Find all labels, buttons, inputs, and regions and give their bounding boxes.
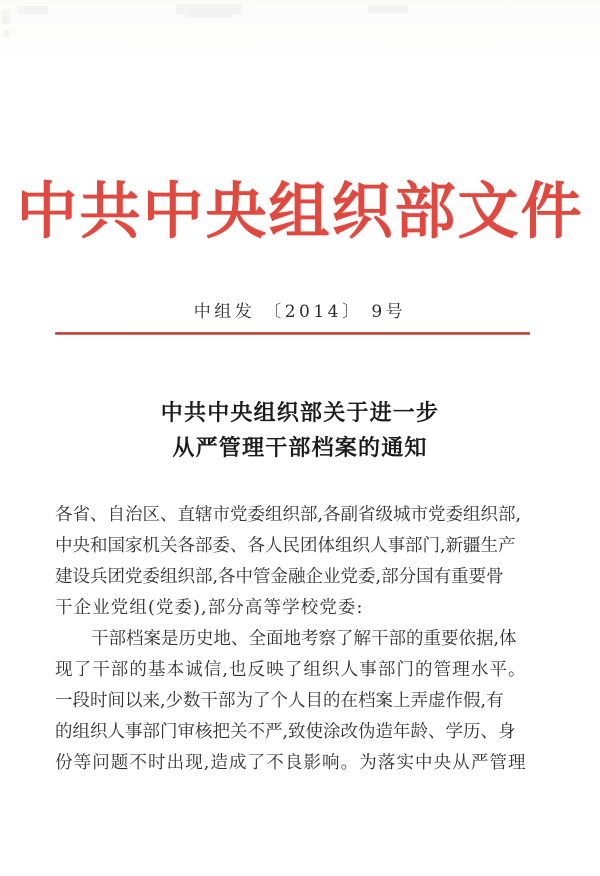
document-title	[0, 396, 600, 466]
paragraph-line: 份等问题不时出现,造成了不良影响。为落实中央从严管理	[55, 753, 527, 773]
document-title-line-2: 从严管理干部档案的通知	[172, 435, 428, 461]
recipient-line: 建设兵团党委组织部,各中管金融企业党委,部分国有重要骨	[55, 567, 504, 587]
scan-artifact	[186, 12, 232, 18]
document-number: 中组发 〔2014〕 9号	[193, 302, 407, 322]
scan-artifact	[18, 6, 48, 14]
paragraph-line: 干部档案是历史地、全面地考察了解干部的重要依据,体	[91, 629, 517, 649]
recipient-line: 各省、自治区、直辖市党委组织部,各副省级城市党委组织部,	[55, 505, 522, 525]
red-divider-rule	[55, 332, 530, 335]
recipient-line: 干企业党组(党委),部分高等学校党委:	[55, 598, 364, 618]
paragraph-line: 一段时间以来,少数干部为了个人目的在档案上弄虚作假,有	[55, 691, 504, 711]
document-masthead: 中共中央组织部文件	[16, 176, 584, 247]
document-title-line-1: 中共中央组织部关于进一步	[160, 400, 440, 426]
scan-artifact	[2, 10, 10, 24]
paragraph-line: 的组织人事部门审核把关不严,致使涂改伪造年龄、学历、身	[55, 722, 516, 742]
paragraph-line: 现了干部的基本诚信,也反映了组织人事部门的管理水平。	[55, 660, 527, 680]
scan-artifact	[368, 5, 408, 13]
scan-artifact	[4, 30, 9, 37]
recipient-line: 中央和国家机关各部委、各人民团体组织人事部门,新疆生产	[55, 536, 516, 556]
document-body	[55, 500, 547, 779]
